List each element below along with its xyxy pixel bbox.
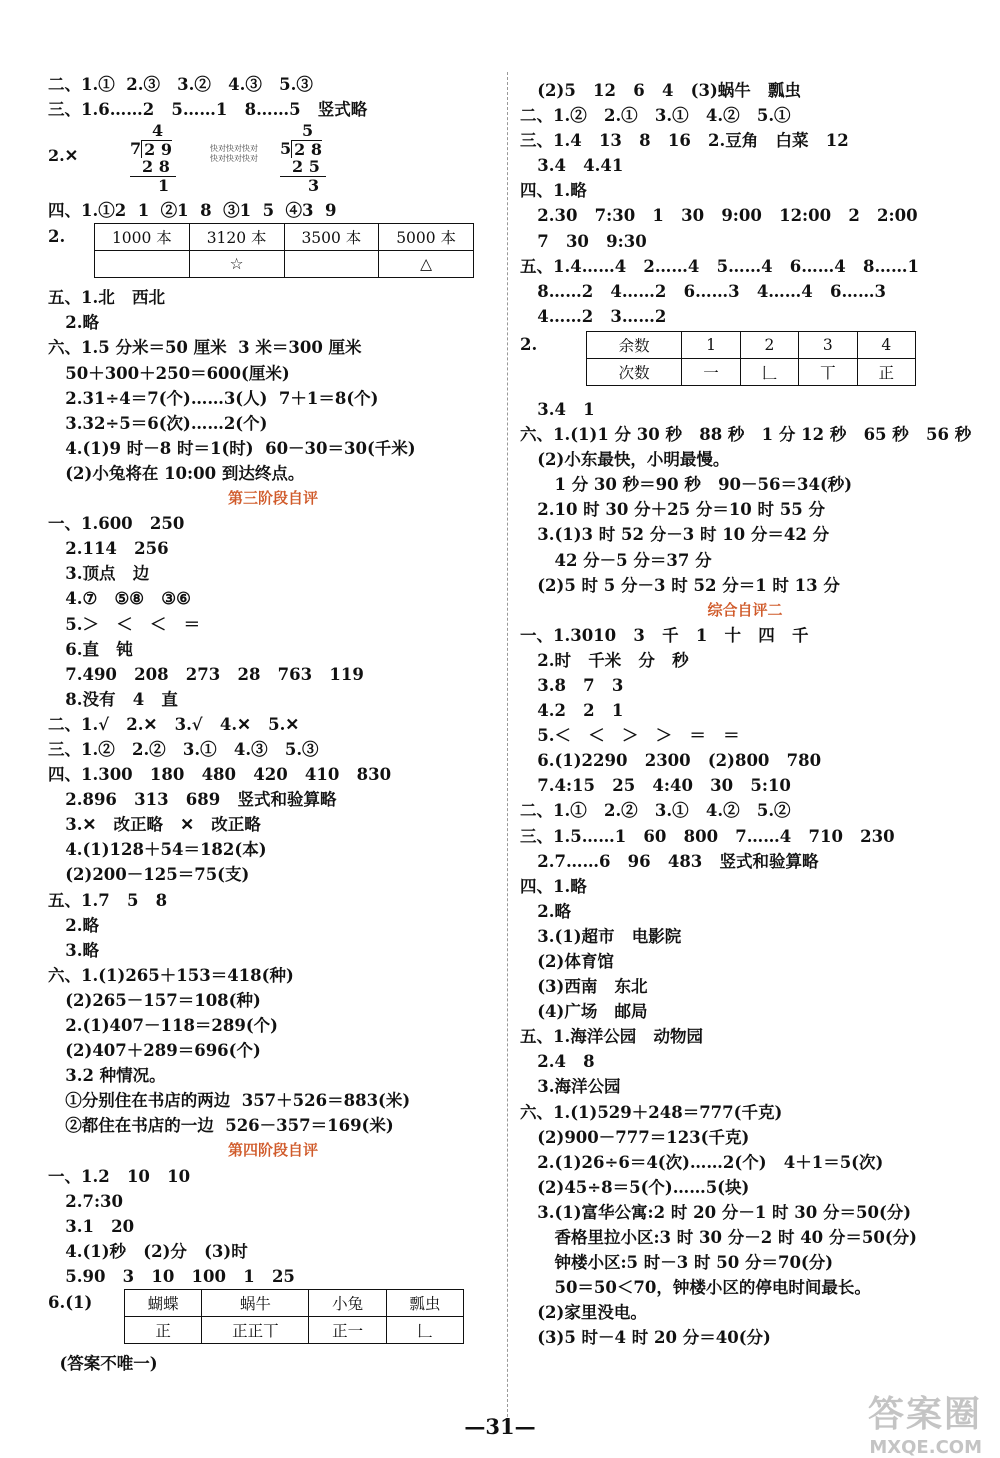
table-cell: 3500 本 bbox=[284, 224, 379, 251]
answer-line: 3.8 7 3 bbox=[520, 675, 624, 695]
answer-line: 4.(1)128＋54＝182(本) bbox=[48, 840, 267, 860]
answer-line: 8……2 4……2 6……3 4……4 6……3 bbox=[520, 281, 886, 301]
answer-line: (2)家里没电。 bbox=[520, 1303, 647, 1323]
answer-line: (3)西南 东北 bbox=[520, 977, 648, 997]
answer-line: 3.(1)富华公寓:2 时 20 分－1 时 30 分＝50(分) bbox=[520, 1202, 912, 1222]
answer-line: (4)广场 邮局 bbox=[520, 1002, 648, 1022]
table-label: 2. bbox=[48, 227, 66, 247]
table-cell: 5000 本 bbox=[379, 224, 474, 251]
answer-table-1 bbox=[94, 223, 474, 278]
answer-line: 2.时 千米 分 秒 bbox=[520, 650, 689, 670]
answer-line: 3.海洋公园 bbox=[520, 1077, 621, 1097]
section-title: 第三阶段自评 bbox=[227, 489, 318, 508]
table-row bbox=[95, 224, 474, 251]
answer-line: 50＝50＜70，钟楼小区的停电时间最长。 bbox=[520, 1278, 871, 1298]
answer-line: 三、1.② 2.② 3.① 4.③ 5.③ bbox=[48, 739, 319, 759]
answer-line: 2.114 256 bbox=[48, 539, 169, 559]
answer-line: (2)45÷8＝5(个)……5(块) bbox=[520, 1177, 750, 1197]
answer-line: 4.(1)秒 (2)分 (3)时 bbox=[48, 1241, 248, 1261]
table-block-1 bbox=[48, 223, 498, 285]
answer-line: 2.4 8 bbox=[520, 1052, 595, 1072]
answer-line: 六、1.5 分米＝50 厘米 3 米＝300 厘米 bbox=[48, 338, 362, 358]
answer-line: 7.4:15 25 4:40 30 5:10 bbox=[520, 776, 791, 796]
remainder: 1 bbox=[158, 176, 170, 196]
dividend: 2 9 bbox=[141, 140, 172, 158]
answer-line: 2.10 时 30 分＋25 分＝10 时 55 分 bbox=[520, 500, 825, 520]
answer-line: 7.490 208 273 28 763 119 bbox=[48, 664, 364, 684]
table-label: 6.(1) bbox=[48, 1293, 93, 1313]
answer-line: 6.直 钝 bbox=[48, 639, 133, 659]
answer-line: (2)407＋289＝696(个) bbox=[48, 1041, 261, 1061]
answer-line: 五、1.7 5 8 bbox=[48, 890, 168, 910]
quotient: 5 bbox=[302, 121, 314, 141]
product: 2 8 bbox=[130, 158, 176, 177]
answer-line: 3.4 1 bbox=[520, 399, 595, 419]
answer-line: 四、1.①2 1 ②1 8 ③1 5 ④3 9 bbox=[48, 201, 337, 221]
watermark-line-2: MXQE.COM bbox=[869, 1437, 982, 1458]
answer-line: 二、1.② 2.① 3.① 4.② 5.① bbox=[520, 106, 791, 126]
answer-line: ②都住在书店的一边 526－357＝169(米) bbox=[48, 1116, 394, 1136]
division-label: 2.✕ bbox=[48, 146, 79, 166]
answer-line: (2)900－777＝123(千克) bbox=[520, 1127, 750, 1147]
left-column bbox=[48, 72, 498, 1376]
answer-line: (2)5 时 5 分－3 时 52 分＝1 时 13 分 bbox=[520, 575, 840, 595]
remainder: 3 bbox=[308, 176, 320, 196]
answer-line: ①分别住在书店的两边 357＋526＝883(米) bbox=[48, 1091, 411, 1111]
answer-line: 2.略 bbox=[48, 313, 99, 333]
table-cell: 2 bbox=[740, 331, 798, 358]
table-cell bbox=[284, 251, 379, 278]
answer-line: 4.2 2 1 bbox=[520, 701, 624, 721]
table-row bbox=[125, 1317, 464, 1344]
table-cell: 正一 bbox=[309, 1317, 386, 1344]
answer-line: (2)体育馆 bbox=[520, 952, 614, 971]
table-cell bbox=[95, 251, 190, 278]
answer-line: 3.2 种情况。 bbox=[48, 1066, 166, 1086]
answer-line: 5.＞ ＜ ＜ ＝ bbox=[48, 614, 201, 634]
dividend: 2 8 bbox=[291, 140, 322, 158]
divisor: 7 bbox=[130, 139, 142, 159]
table-cell: △ bbox=[379, 251, 474, 278]
table-cell: 4 bbox=[857, 331, 915, 358]
table-cell: 次数 bbox=[587, 358, 682, 385]
answer-line: 2.略 bbox=[48, 915, 99, 935]
answer-line: 2.略 bbox=[520, 901, 571, 921]
table-row bbox=[95, 251, 474, 278]
answer-line: 1 分 30 秒＝90 秒 90－56＝34(秒) bbox=[520, 475, 853, 495]
answer-line: (2)5 12 6 4 (3)蜗牛 瓢虫 bbox=[520, 81, 801, 100]
table-cell: 1 bbox=[682, 331, 740, 358]
answer-line: 4……2 3……2 bbox=[520, 306, 667, 326]
table-cell: 正 bbox=[857, 358, 915, 385]
answer-line: 3.顶点 边 bbox=[48, 564, 150, 584]
table-row bbox=[587, 331, 916, 358]
quotient: 4 bbox=[152, 121, 164, 141]
answer-line: 钟楼小区:5 时－3 时 50 分＝70(分) bbox=[520, 1253, 834, 1273]
answer-line: 3.32÷5＝6(次)……2(个) bbox=[48, 413, 268, 433]
answer-line: 42 分－5 分＝37 分 bbox=[520, 550, 712, 570]
section-title: 第四阶段自评 bbox=[227, 1141, 318, 1160]
answer-line: 五、1.海洋公园 动物园 bbox=[520, 1027, 703, 1047]
table-cell: 𠃊 bbox=[386, 1317, 463, 1344]
answer-line: 三、1.5……1 60 800 7……4 710 230 bbox=[520, 826, 895, 846]
answer-table-2 bbox=[124, 1289, 464, 1344]
answer-line: 三、1.4 13 8 16 2.豆角 白菜 12 bbox=[520, 131, 849, 151]
answer-line: 2.896 313 689 竖式和验算略 bbox=[48, 790, 337, 810]
answer-line: 2.(1)26÷6＝4(次)……2(个) 4＋1＝5(次) bbox=[520, 1152, 884, 1172]
answer-line: 一、1.600 250 bbox=[48, 514, 185, 534]
page-number: —31— bbox=[464, 1414, 536, 1439]
table-cell: 小兔 bbox=[309, 1290, 386, 1317]
answer-line: 3.(1)超市 电影院 bbox=[520, 926, 682, 946]
table-block-3 bbox=[520, 329, 970, 397]
answer-line: 6.(1)2290 2300 (2)800 780 bbox=[520, 751, 822, 771]
table-cell: 正 bbox=[125, 1317, 202, 1344]
answer-line: (答案不唯一) bbox=[48, 1354, 158, 1374]
table-cell: 𠃊 bbox=[740, 358, 798, 385]
table-cell: 正正丅 bbox=[202, 1317, 309, 1344]
divisor: 5 bbox=[280, 139, 292, 159]
answer-line: 五、1.北 西北 bbox=[48, 288, 165, 308]
answer-line: 六、1.(1)529＋248＝777(千克) bbox=[520, 1102, 783, 1122]
answer-line: 六、1.(1)265＋153＝418(种) bbox=[48, 965, 294, 985]
answer-line: 2.(1)407－118＝289(个) bbox=[48, 1016, 278, 1035]
answer-line: 3.4 4.41 bbox=[520, 156, 624, 176]
answer-line: 二、1.√ 2.✕ 3.√ 4.✕ 5.✕ bbox=[48, 714, 300, 734]
answer-line: 8.没有 4 直 bbox=[48, 689, 178, 709]
table-cell: 余数 bbox=[587, 331, 682, 358]
table-row bbox=[125, 1290, 464, 1317]
table-block-2 bbox=[48, 1289, 498, 1351]
answer-line: (2)小兔将在 10:00 到达终点。 bbox=[48, 463, 305, 483]
answer-line: 50＋300＋250＝600(厘米) bbox=[48, 363, 290, 383]
long-division-2 bbox=[280, 122, 360, 195]
section-title: 综合自评二 bbox=[707, 600, 783, 619]
answer-line: 三、1.6……2 5……1 8……5 竖式略 bbox=[48, 100, 368, 120]
table-cell: 蝴蝶 bbox=[125, 1290, 202, 1317]
division-work bbox=[48, 122, 498, 198]
answer-line: 7 30 9:30 bbox=[520, 231, 647, 251]
table-row bbox=[587, 358, 916, 385]
table-cell: 1000 本 bbox=[95, 224, 190, 251]
column-divider bbox=[507, 72, 509, 1432]
watermark-mini-text: 快对快对快对 快对快对快对 bbox=[210, 144, 258, 164]
answer-line: 5.90 3 10 100 1 25 bbox=[48, 1266, 295, 1286]
right-column bbox=[520, 78, 970, 1351]
answer-line: 四、1.略 bbox=[520, 181, 587, 201]
table-cell: 丅 bbox=[799, 358, 857, 385]
answer-line: 2.30 7:30 1 30 9:00 12:00 2 2:00 bbox=[520, 206, 918, 226]
answer-line: 五、1.4……4 2……4 5……4 6……4 8……1 bbox=[520, 256, 919, 276]
table-cell: 一 bbox=[682, 358, 740, 385]
answer-line: 3.1 20 bbox=[48, 1216, 135, 1236]
table-cell: 3 bbox=[799, 331, 857, 358]
table-cell: 蜗牛 bbox=[202, 1290, 309, 1317]
answer-table-3 bbox=[586, 331, 916, 386]
answer-line: 2.7……6 96 483 竖式和验算略 bbox=[520, 851, 819, 871]
answer-line: (2)小东最快，小明最慢。 bbox=[520, 450, 730, 470]
answer-line: (3)5 时－4 时 20 分＝40(分) bbox=[520, 1328, 771, 1348]
watermark-line-1: 答案圈 bbox=[867, 1394, 982, 1435]
answer-line: 3.(1)3 时 52 分－3 时 10 分＝42 分 bbox=[520, 525, 830, 545]
answer-line: (2)265－157＝108(种) bbox=[48, 990, 261, 1010]
watermark-logo bbox=[868, 1386, 982, 1458]
product: 2 5 bbox=[280, 158, 326, 177]
table-cell: ☆ bbox=[189, 251, 284, 278]
table-cell: 3120 本 bbox=[189, 224, 284, 251]
answer-line: 3.略 bbox=[48, 940, 99, 960]
answer-line: 4.⑦ ⑤⑧ ③⑥ bbox=[48, 589, 191, 609]
answer-line: 一、1.3010 3 千 1 十 四 千 bbox=[520, 625, 809, 645]
table-label: 2. bbox=[520, 334, 538, 354]
answer-line: (2)200－125＝75(支) bbox=[48, 865, 250, 885]
answer-line: 六、1.(1)1 分 30 秒 88 秒 1 分 12 秒 65 秒 56 秒 bbox=[520, 425, 972, 445]
answer-line: 四、1.300 180 480 420 410 830 bbox=[48, 765, 392, 785]
answer-line: 四、1.略 bbox=[520, 876, 587, 896]
table-cell: 瓢虫 bbox=[386, 1290, 463, 1317]
answer-line: 二、1.① 2.② 3.① 4.② 5.② bbox=[520, 801, 791, 821]
answer-line: 香格里拉小区:3 时 30 分－2 时 40 分＝50(分) bbox=[520, 1228, 917, 1248]
answer-line: 4.(1)9 时－8 时＝1(时) 60－30＝30(千米) bbox=[48, 438, 416, 458]
answer-line: 3.✕ 改正略 ✕ 改正略 bbox=[48, 815, 261, 835]
answer-line: 5.＜ ＜ ＞ ＞ ＝ ＝ bbox=[520, 726, 740, 746]
answer-line: 二、1.① 2.③ 3.② 4.③ 5.③ bbox=[48, 75, 313, 94]
answer-line: 2.7:30 bbox=[48, 1191, 123, 1211]
answer-line: 2.31÷4＝7(个)……3(人) 7＋1＝8(个) bbox=[48, 388, 379, 408]
answer-line: 一、1.2 10 10 bbox=[48, 1166, 191, 1186]
long-division-1 bbox=[130, 122, 210, 195]
